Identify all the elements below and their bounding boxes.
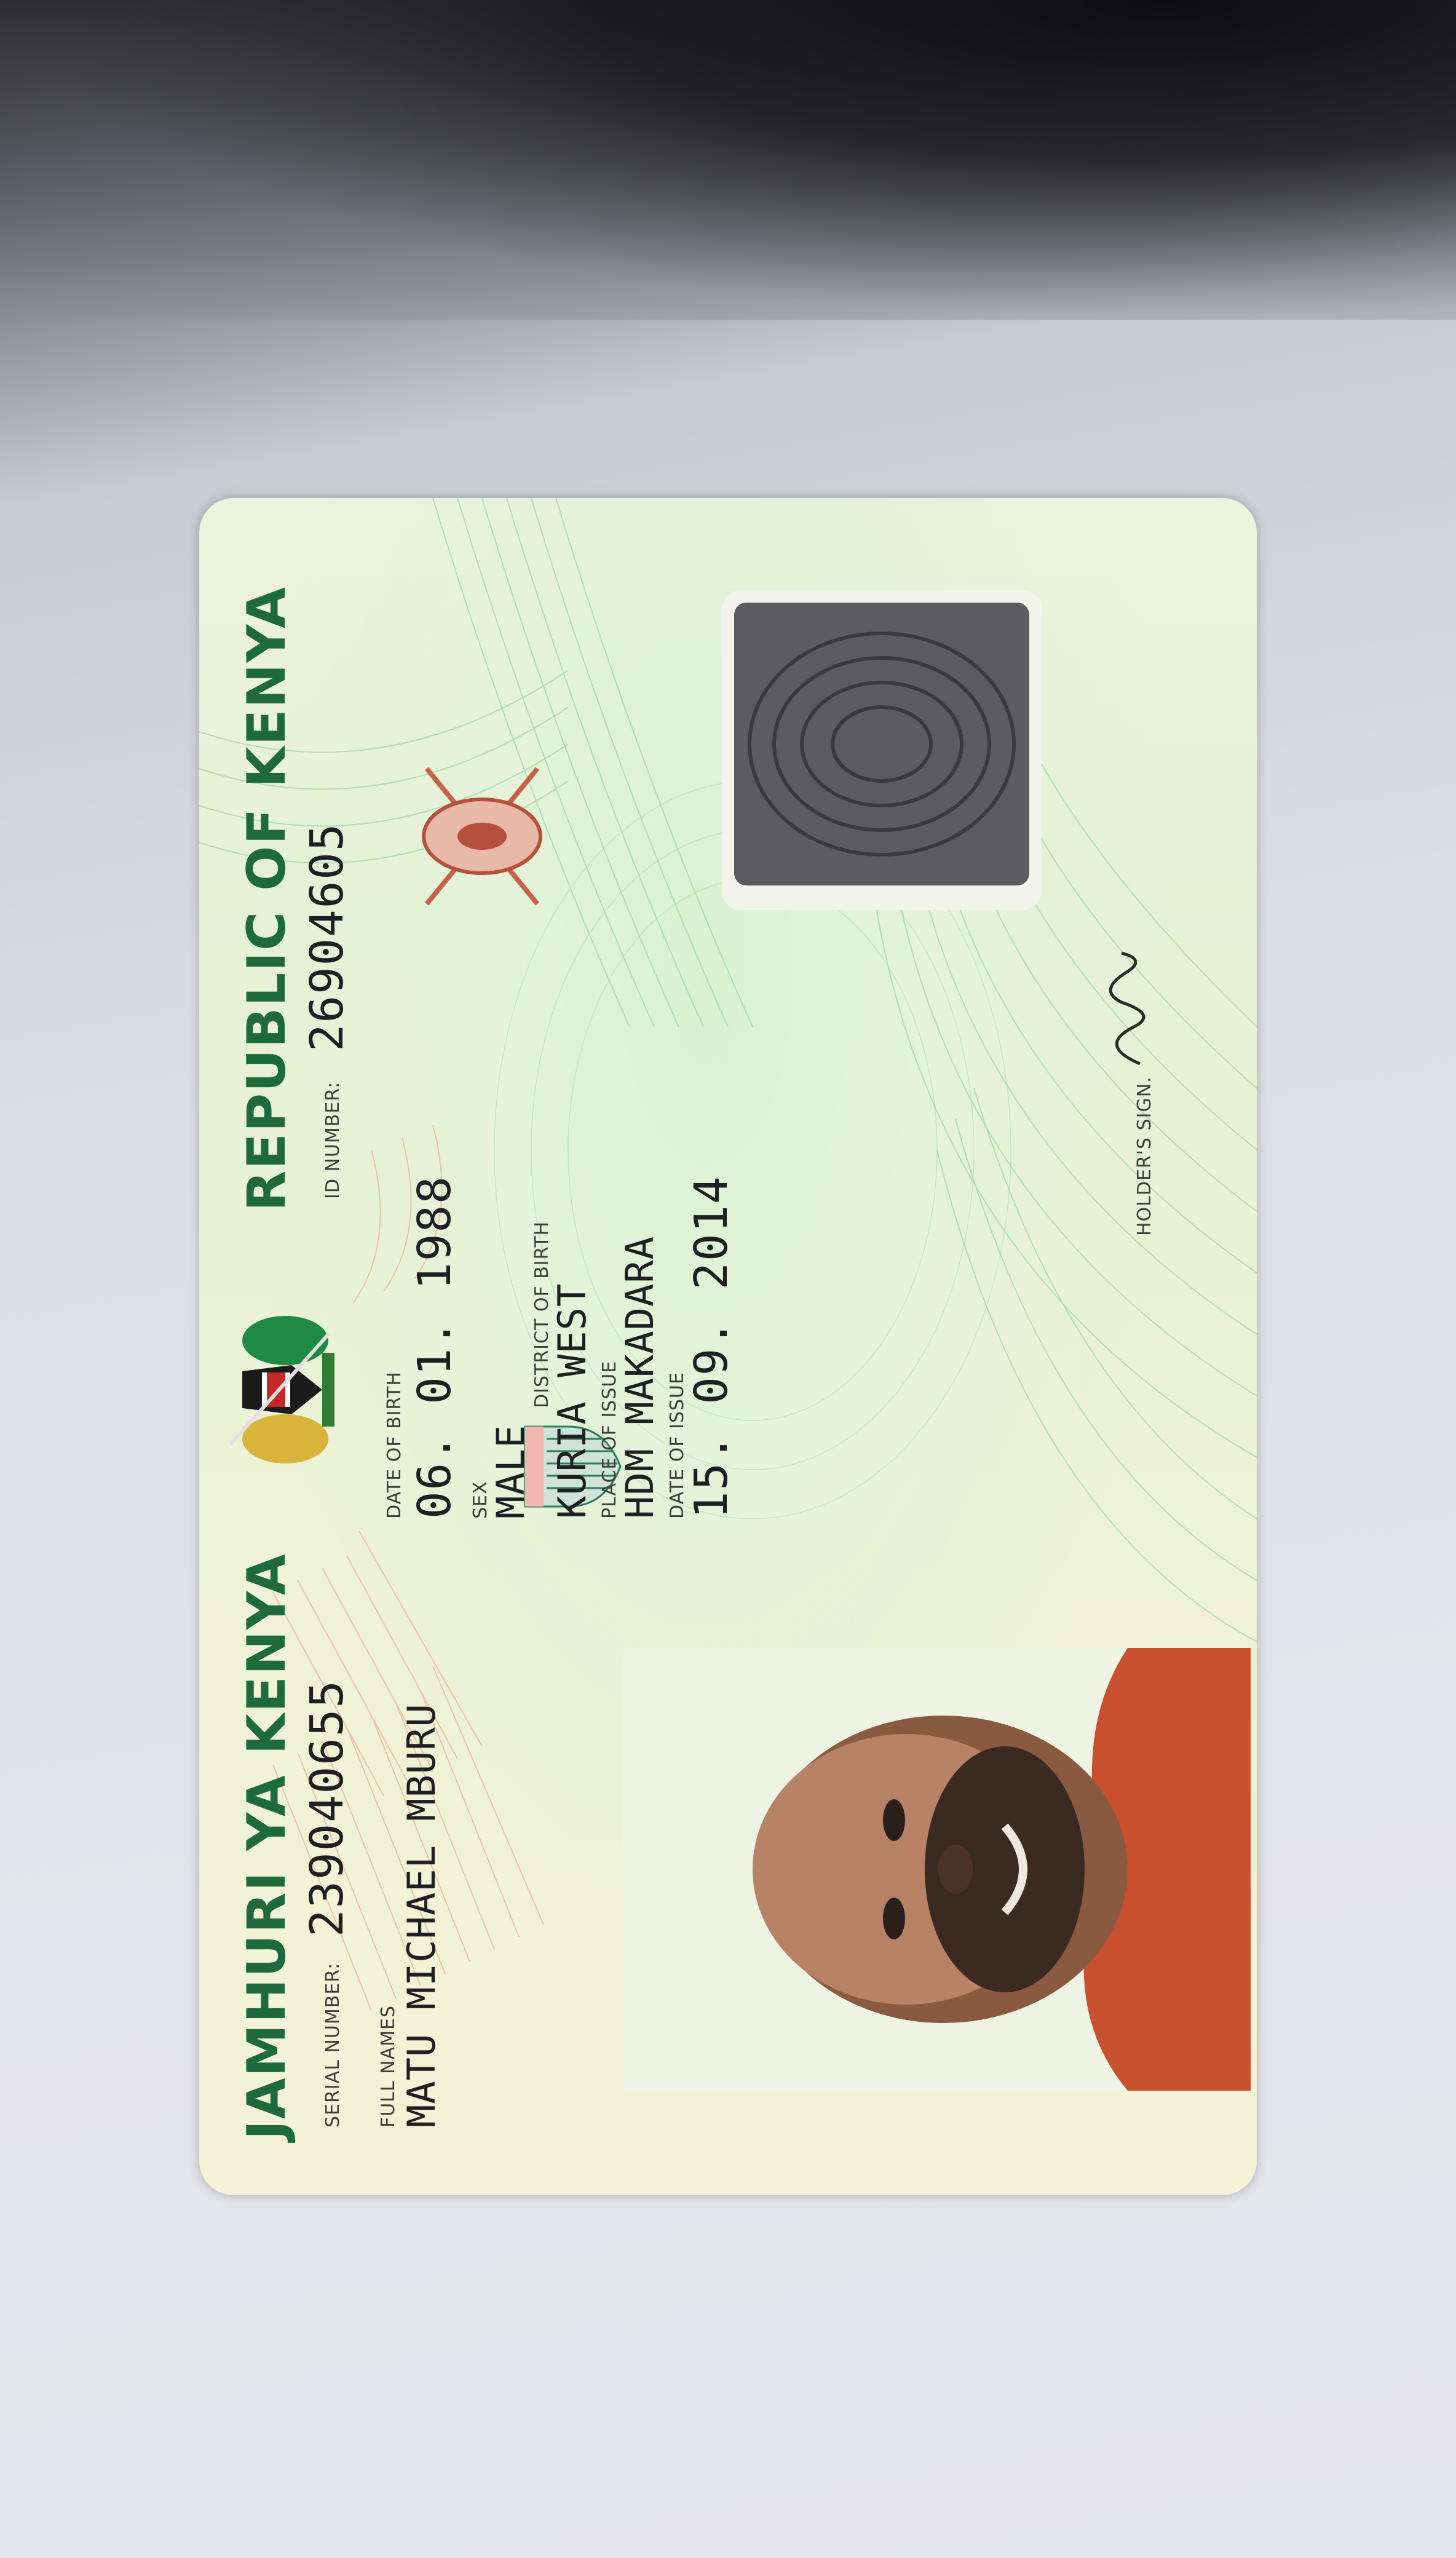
place-of-issue-value: HDM MAKADARA [617, 1236, 662, 1519]
sex-value: MALE [488, 1424, 533, 1519]
coat-of-arms-icon [218, 1297, 341, 1482]
district-of-birth-value: KURIA WEST [550, 1283, 595, 1519]
id-card [199, 498, 1257, 2195]
district-of-birth-label: DISTRICT OF BIRTH [531, 1221, 553, 1408]
holders-sign-label: HOLDER'S SIGN. [1134, 1076, 1155, 1236]
full-names-value: MATU MICHAEL MBURU [399, 1703, 444, 2128]
serial-number-value: 239040655 [301, 1679, 354, 1937]
header-swahili: JAMHURI YA KENYA [236, 1553, 298, 2140]
date-of-issue-value: 15. 09. 2014 [685, 1175, 738, 1519]
serial-number-label: SERIAL NUMBER: [322, 1962, 344, 2128]
date-of-birth-label: DATE OF BIRTH [384, 1371, 405, 1519]
shield-spears-emblem-icon [402, 756, 562, 916]
date-of-birth-value: 06. 01. 1988 [408, 1175, 461, 1519]
place-of-issue-label: PLACE OF ISSUE [599, 1360, 620, 1519]
background-shadow [0, 0, 1456, 320]
thumbprint-icon [722, 590, 1042, 910]
id-number-label: ID NUMBER: [322, 1081, 344, 1199]
holder-signature [1085, 941, 1165, 1076]
id-number-value: 26904605 [301, 822, 354, 1051]
sex-label: SEX [470, 1481, 491, 1519]
holder-photo [623, 1648, 1251, 2091]
date-of-issue-label: DATE OF ISSUE [667, 1372, 688, 1519]
header-english: REPUBLIC OF KENYA [236, 586, 298, 1211]
full-names-label: FULL NAMES [378, 2005, 399, 2128]
